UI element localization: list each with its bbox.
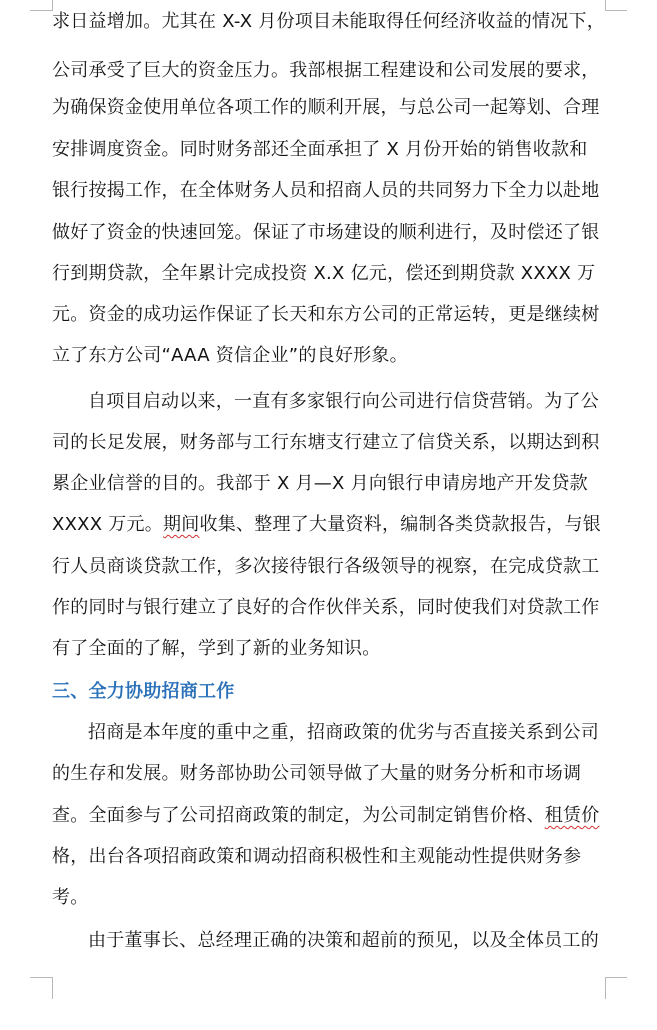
text-line: 累企业信誉的目的。我部于 X 月—X 月向银行申请房地产开发贷款: [52, 473, 588, 494]
text-line: 立了东方公司“AAA 资信企业”的良好形象。: [52, 345, 408, 366]
spellcheck-marked-text[interactable]: 租赁价: [544, 805, 600, 826]
text-line: 行到期贷款，全年累计完成投资 X.X 亿元，偿还到期贷款 XXXX 万: [52, 263, 596, 284]
text-span: 收集、整理了大量资料，编制各类贷款报告，与银: [199, 514, 602, 535]
text-line: 司的长足发展，财务部与工行东塘支行建立了信贷关系，以期达到积: [52, 432, 600, 453]
crop-mark-top-right-v: [605, 0, 606, 11]
text-line: [52, 805, 612, 827]
text-line: 的生存和发展。财务部协助公司领导做了大量的财务分析和市场调: [52, 763, 582, 784]
text-line: 格，出台各项招商政策和调动招商积极性和主观能动性提供财务参: [52, 846, 582, 867]
text-line: 自项目启动以来，一直有多家银行向公司进行信贷营销。为了公: [88, 391, 599, 412]
text-line: 作的同时与银行建立了良好的合作伙伴关系，同时使我们对贷款工作: [52, 597, 600, 618]
text-line: 求日益增加。尤其在 X-X 月份项目未能取得任何经济收益的情况下，: [52, 11, 606, 32]
text-line: 元。资金的成功运作保证了长天和东方公司的正常运转，更是继续树: [52, 304, 600, 325]
text-line: 考。: [52, 887, 89, 908]
text-span: 查。全面参与了公司招商政策的制定，为公司制定销售价格、: [52, 805, 545, 826]
crop-mark-bottom-right-v: [605, 977, 606, 999]
text-line: 公司承受了巨大的资金压力。我部根据工程建设和公司发展的要求，: [52, 60, 600, 81]
text-line: 安排调度资金。同时财务部还全面承担了 X 月份开始的销售收款和: [52, 139, 588, 160]
text-span: XXXX 万元。: [52, 514, 164, 535]
text-line: 行人员商谈贷款工作，多次接待银行各级领导的视察，在完成贷款工: [52, 556, 600, 577]
crop-mark-top-left-v: [52, 0, 53, 11]
spellcheck-marked-text[interactable]: 期间: [163, 514, 200, 535]
text-line: 银行按揭工作，在全体财务人员和招商人员的共同努力下全力以赴地: [52, 180, 600, 201]
text-line: [52, 514, 612, 536]
crop-mark-bottom-right-h: [605, 977, 627, 978]
text-line: 由于董事长、总经理正确的决策和超前的预见，以及全体员工的: [88, 930, 599, 951]
text-line: 有了全面的了解，学到了新的业务知识。: [52, 638, 381, 659]
text-line: 招商是本年度的重中之重，招商政策的优劣与否直接关系到公司: [88, 722, 599, 743]
crop-mark-top-left-h: [30, 10, 52, 11]
text-line: 为确保资金使用单位各项工作的顺利开展，与总公司一起筹划、合理: [52, 97, 600, 118]
crop-mark-bottom-left-h: [30, 977, 52, 978]
crop-mark-bottom-left-v: [52, 977, 53, 999]
section-heading: 三、全力协助招商工作: [52, 681, 235, 702]
text-line: 做好了资金的快速回笼。保证了市场建设的顺利进行，及时偿还了银: [52, 222, 600, 243]
